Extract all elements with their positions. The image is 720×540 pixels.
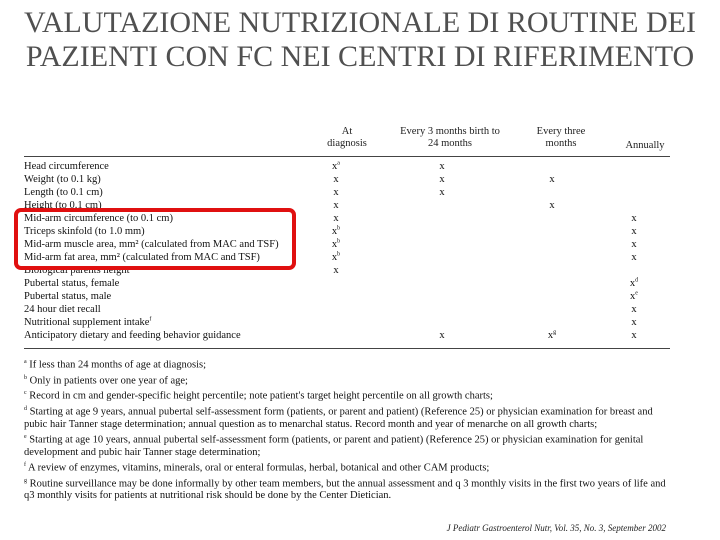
footnote-text: Only in patients over one year of age; [29,375,188,387]
row-label [24,290,111,303]
row-label-text: Nutritional supplement intake [24,317,150,328]
table-cell [326,199,346,212]
footnote-mark: d [635,277,639,284]
table-cell [326,251,346,264]
row-label-text: Pubertal status, male [24,291,112,302]
footnote-mark: b [337,225,341,232]
row-label-text: Head circumference [24,161,109,172]
table-cell [432,173,452,186]
table-cell [542,199,562,212]
cell-mark: x [631,304,637,315]
table-cell [624,238,644,251]
slide-title: VALUTAZIONE NUTRIZIONALE DI ROUTINE DEI PAZIENTI CON FC NEI CENTRI DI RIFERIMENTO [24,6,696,73]
footnote [24,372,670,388]
table-cell [624,290,644,303]
row-label-text: Biological parents height [24,265,130,276]
row-label [24,277,119,290]
column-header-every-3-months-birth: Every 3 months birth to 24 months [400,126,500,149]
table-cell [624,329,644,342]
table-cell [432,160,452,173]
footnote-mark: c [24,390,27,397]
table-bottom-rule [24,348,670,349]
footnote [24,475,670,503]
table-cell [542,329,562,342]
cell-mark: x [630,291,636,302]
footnote-mark: g [24,477,27,484]
table-row [24,173,670,186]
footnote [24,431,670,459]
footnote-mark: b [337,251,341,258]
column-header-at-diagnosis: At diagnosis [327,126,367,149]
table-cell [326,160,346,173]
table-cell [432,186,452,199]
row-label-text: Triceps skinfold (to 1.0 mm) [24,226,145,237]
row-label [24,173,101,186]
footnote-mark: a [24,359,27,365]
row-label [24,329,241,342]
cell-mark: x [547,330,554,341]
table-cell [624,212,644,225]
table-cell [624,251,644,264]
table-cell [326,173,346,186]
footnote-mark: a [337,160,340,167]
footnote-text: Starting at age 9 years, annual pubertal self-assessment form (patients, or parent and patient) (Reference 25) or physician examination for breast and pubic hair Tanner stage determination; annual question as to menarchal status. Record month and year of menarche on all growth charts; [24,406,653,430]
table-cell [542,173,562,186]
cell-mark: x [333,213,339,224]
cell-mark: x [439,330,445,341]
table-cell [624,277,644,290]
cell-mark: x [439,187,445,198]
citation: J Pediatr Gastroenterol Nutr, Vol. 35, No. 3, September 2002 [446,523,666,533]
table-row [24,277,670,290]
row-label-text: Mid-arm fat area, mm² (calculated from MAC and TSF) [24,252,260,263]
row-label-text: Pubertal status, female [24,278,120,289]
cell-mark: x [631,330,637,341]
footnote-text: Routine surveillance may be done informally by other team members, but the annual assessment and q 3 monthly visits in the first two years of life and q3 monthly visits for patients at nutritional risk should be done by the Center Dietician. [24,478,666,502]
table-top-rule [24,156,670,157]
table-cell [326,212,346,225]
row-label [24,316,151,329]
footnote [24,387,670,403]
cell-mark: x [629,278,636,289]
footnote-text: Starting at age 10 years, annual pubertal self-assessment form (patients, or parent and patient) (Reference 25) or physician examination for genital development and pubic hair Tanner stage determination; [24,434,644,458]
table-row [24,160,670,173]
footnote-mark: f [24,461,26,468]
cell-mark: x [333,187,339,198]
table-row [24,329,670,342]
footnote-mark: g [553,329,557,336]
table-cell [326,186,346,199]
table-cell [624,303,644,316]
row-label-text: Length (to 0.1 cm) [24,187,103,198]
cell-mark: x [439,161,445,172]
footnote [24,403,670,431]
cell-mark: x [331,252,338,263]
table-row [24,186,670,199]
row-label [24,186,103,199]
table-cell [326,264,346,277]
cell-mark: x [631,252,637,263]
footnote-mark: f [149,316,152,323]
row-label-text: Mid-arm muscle area, mm² (calculated from MAC and TSF) [24,239,279,250]
table-row [24,316,670,329]
footnote-mark: b [337,238,341,245]
footnotes [24,356,670,503]
row-label-text: Mid-arm circumference (to 0.1 cm) [24,213,173,224]
cell-mark: x [333,174,339,185]
footnote-mark: e [635,290,638,297]
table-row [24,290,670,303]
footnote-text: If less than 24 months of age at diagnosis; [29,359,207,371]
cell-mark: x [333,265,339,276]
cell-mark: x [331,239,338,250]
column-header-annually: Annually [625,140,665,151]
highlight-box [14,208,296,270]
row-label-text: Height (to 0.1 cm) [24,200,102,211]
cell-mark: x [549,200,555,211]
cell-mark: x [439,174,445,185]
cell-mark: x [631,239,637,250]
table-cell [326,225,346,238]
row-label-text: Weight (to 0.1 kg) [24,174,101,185]
cell-mark: x [631,226,637,237]
footnote-text: A review of enzymes, vitamins, minerals, oral or enteral formulas, herbal, botanical and other CAM products; [28,462,490,474]
cell-mark: x [331,226,338,237]
cell-mark: x [631,213,637,224]
table-cell [624,316,644,329]
table-row [24,303,670,316]
cell-mark: x [549,174,555,185]
cell-mark: x [332,161,338,172]
table-cell [432,329,452,342]
row-label-text: Anticipatory dietary and feeding behavior guidance [24,330,241,341]
footnote [24,459,670,475]
column-header-every-three-months: Every three months [536,126,586,149]
row-label [24,303,101,316]
footnote-text: Record in cm and gender-specific height percentile; note patient's target height percentile on all growth charts; [29,390,493,402]
row-label [24,160,109,173]
footnote-mark: e [24,434,27,441]
footnote-mark: d [24,406,27,413]
footnote-mark: b [24,374,27,381]
table-cell [326,238,346,251]
cell-mark: x [631,317,637,328]
cell-mark: x [333,200,339,211]
row-label-text: 24 hour diet recall [24,304,101,315]
footnote [24,356,670,372]
table-cell [624,225,644,238]
